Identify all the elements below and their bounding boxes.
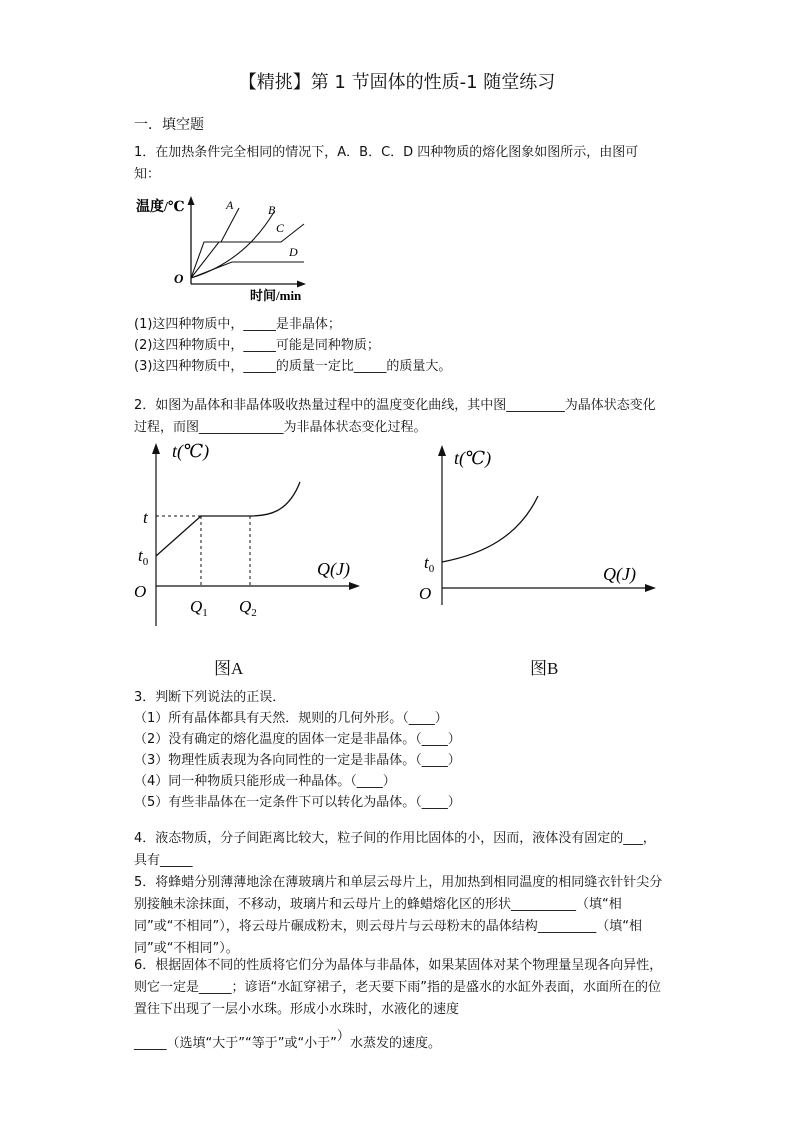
q1-melting-graph: [134, 190, 324, 302]
q6-close-paren: ）: [336, 1029, 350, 1044]
q3-item-1: （1）所有晶体都具有天然．规则的几何外形。（____）: [134, 711, 448, 726]
q1-x-label: 时间/min: [250, 288, 302, 302]
q2-figure-b: [414, 440, 664, 610]
q2a-t0-label: $t_0$: [138, 546, 149, 568]
q2a-liquid-curve: [250, 482, 300, 516]
q1-origin-label: O: [174, 271, 184, 286]
q2-figure-b-caption: 图B: [530, 659, 559, 678]
q2b-x-arrow: [645, 584, 656, 592]
q1-curve-a: [191, 208, 239, 278]
page-title: 【精挑】第 1 节固体的性质-1 随堂练习: [238, 72, 556, 93]
q2b-x-label: Q(J): [603, 564, 636, 584]
section-heading: 一．填空题: [134, 117, 204, 133]
q3-stem: 3．判断下列说法的正误．: [134, 690, 286, 705]
q6-tail: 水蒸发的速度。: [349, 1036, 441, 1051]
q1-stem: 1．在加热条件完全相同的情况下，A．B．C．D 四种物质的熔化图象如图所示，由图可知：: [134, 145, 639, 182]
q1-y-label: 温度/℃: [136, 200, 185, 215]
q2a-crystal-curve: [156, 516, 250, 556]
q3-item-2: （2）没有确定的熔化温度的固体一定是非晶体。（____）: [134, 732, 461, 747]
q1-x-arrow: [297, 281, 306, 288]
q2-stem: 2．如图为晶体和非晶体吸收热量过程中的温度变化曲线，其中图_________为晶体状态变化过程，而图_____________为非晶体状态变化过程。: [134, 398, 656, 435]
q2a-q1-label: $Q_1$: [190, 597, 208, 619]
q2b-y-label: t(℃): [454, 448, 492, 468]
q6-last-line: [134, 1029, 441, 1051]
q2a-t-label: t: [143, 508, 148, 527]
q2b-y-arrow: [438, 445, 446, 456]
q1-item-3: (3)这四种物质中，_____的质量一定比_____的质量大。: [134, 359, 452, 374]
q2b-amorphous-curve: [442, 496, 538, 562]
q2b-origin: O: [419, 584, 432, 603]
q5-text: 5．将蜂蜡分别薄薄地涂在薄玻璃片和单层云母片上，用加热到相同温度的相同缝衣针针尖分别接触未涂抹面，不移动，玻璃片和云母片上的蜂蜡熔化区的形状__________（填“相同”或“不相同”），将云母片碾成粉末，则云母片与云母粉末的晶体结构_________（填“相同”或“不相同”）。: [134, 875, 663, 956]
q2b-t0-label: $t_0$: [424, 553, 435, 575]
q1-y-arrow: [188, 196, 195, 205]
q1-label-d: D: [289, 245, 298, 259]
q1-curve-c: [191, 224, 304, 278]
q2a-q2-label: $Q_2$: [239, 597, 257, 619]
q1-item-2: (2)这四种物质中，_____可能是同种物质；: [134, 338, 380, 353]
q3-item-3: （3）物理性质表现为各向同性的一定是非晶体。（____）: [134, 753, 461, 768]
q1-curve-d: [191, 262, 304, 278]
q1-label-a: A: [226, 198, 234, 212]
q2a-x-arrow: [349, 582, 360, 590]
q2a-y-arrow: [152, 443, 160, 454]
q2-figure-a: [128, 438, 368, 633]
q2a-origin: O: [134, 582, 147, 601]
q2a-x-label: Q(J): [317, 559, 350, 579]
q2a-y-label: t(℃): [172, 441, 210, 461]
q1-item-1: (1)这四种物质中，_____是非晶体；: [134, 317, 341, 332]
q6-text: 6．根据固体不同的性质将它们分为晶体与非晶体，如果某固体对某个物理量呈现各向异性，则它一定是_____；谚语“水缸穿裙子，老天要下雨”指的是盛水的水缸外表面，水面所在的位置往下出现了一层小水珠。形成小水珠时，水液化的速度: [134, 958, 663, 1017]
q3-item-4: （4）同一种物质只能形成一种晶体。（____）: [134, 774, 396, 789]
q2-figure-a-caption: 图A: [214, 659, 244, 678]
q1-label-c: C: [276, 221, 285, 235]
q4-text: 4．液态物质，分子间距离比较大，粒子间的作用比固体的小，因而，液体没有固定的___，具有_____: [134, 831, 656, 868]
q6-blank-options: _____（选填“大于”“等于”或“小于”: [134, 1036, 337, 1051]
q3-item-5: （5）有些非晶体在一定条件下可以转化为晶体。（____）: [134, 795, 461, 810]
q1-label-b: B: [268, 203, 276, 217]
